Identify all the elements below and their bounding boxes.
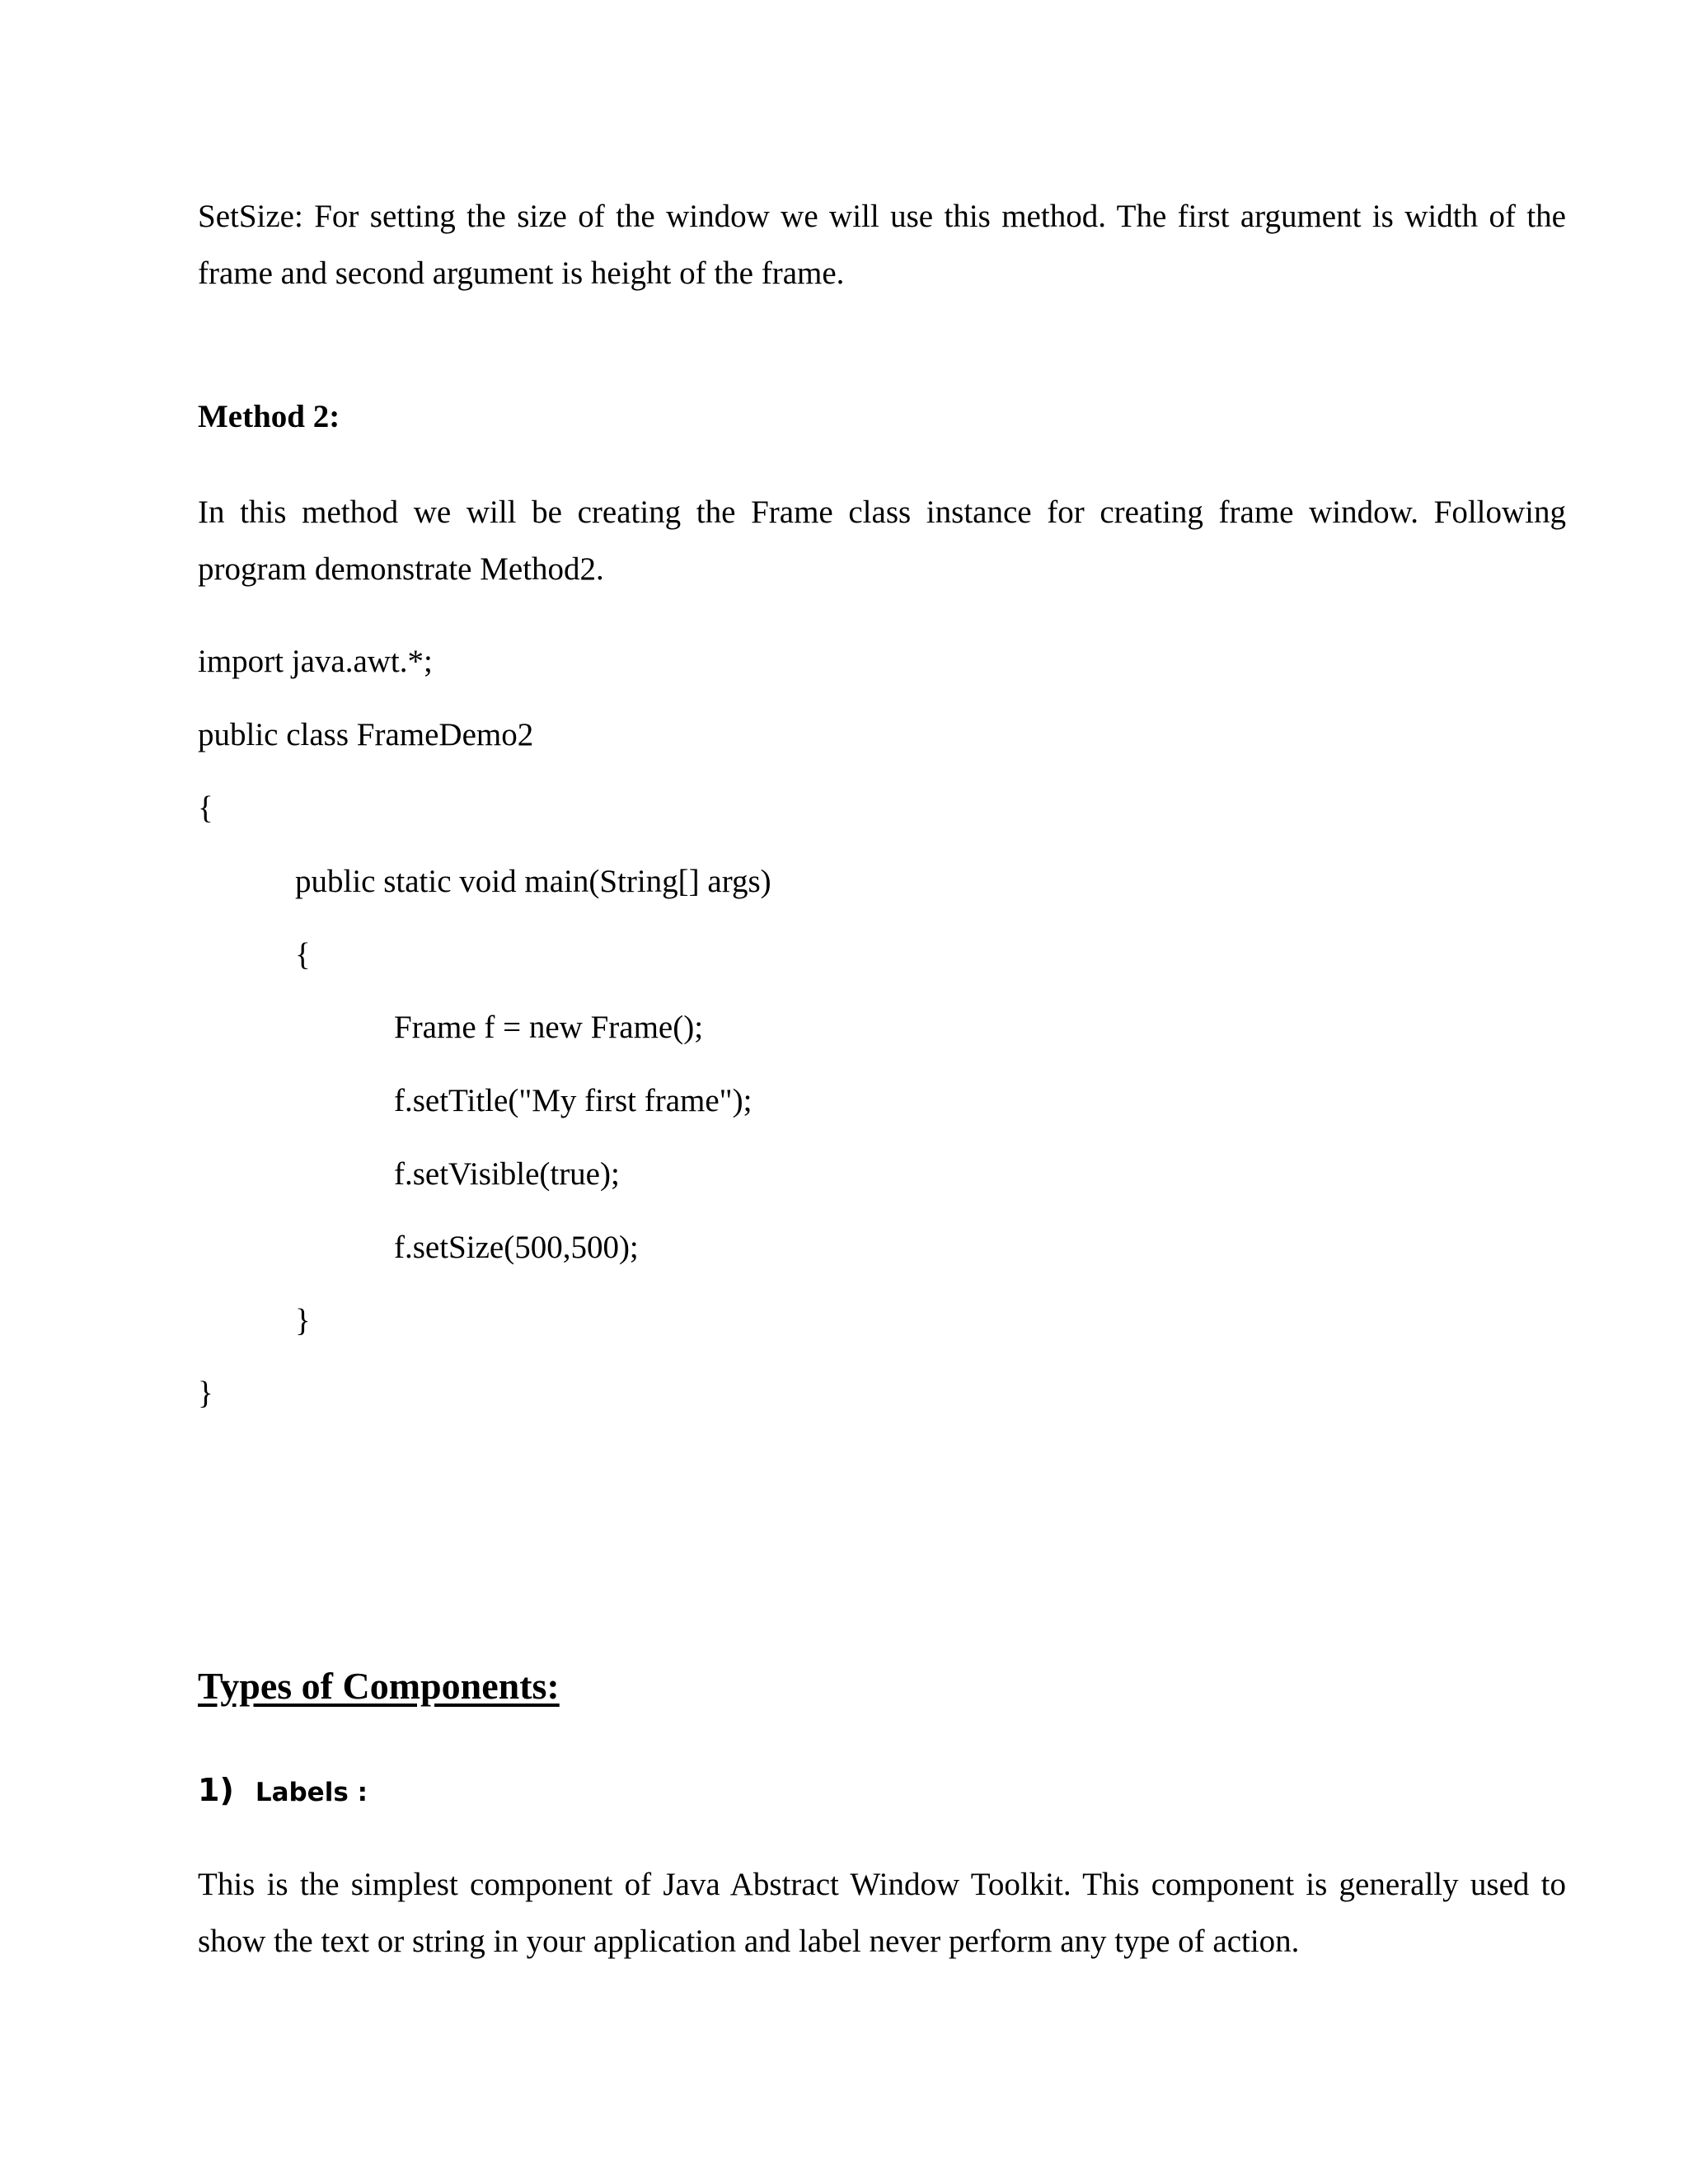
code-line-import: import java.awt.*; — [198, 644, 433, 679]
code-line-class: public class FrameDemo2 — [198, 717, 534, 752]
code-line-main: public static void main(String[] args) — [295, 864, 771, 899]
code-line-set-size: f.setSize(500,500); — [394, 1230, 639, 1265]
code-line-main-open-brace: { — [295, 937, 311, 972]
code-line-close-brace: } — [198, 1376, 213, 1411]
setsize-paragraph: SetSize: For setting the size of the window we will use this method. The first argument is width of the frame and second argument is height of the frame. — [198, 199, 1566, 291]
list-item-label: Labels : — [255, 1778, 368, 1807]
components-section-title: Types of Components: — [198, 1665, 560, 1707]
code-line-new-frame: Frame f = new Frame(); — [394, 1010, 704, 1045]
method2-description: In this method we will be creating the Frame class instance for creating frame window. Following program demonstrate Method2. — [198, 494, 1566, 587]
method2-heading: Method 2: — [198, 399, 340, 434]
code-line-set-visible: f.setVisible(true); — [394, 1156, 620, 1192]
code-line-main-close-brace: } — [295, 1303, 311, 1338]
list-item-labels-heading — [198, 1772, 368, 1815]
list-item-number: 1) — [198, 1772, 234, 1808]
code-line-set-title: f.setTitle("My first frame"); — [394, 1083, 753, 1118]
code-line-open-brace: { — [198, 790, 213, 826]
labels-description: This is the simplest component of Java Abstract Window Toolkit. This component is generally used to show the text or string in your application and label never perform any type of action. — [198, 1867, 1566, 1959]
